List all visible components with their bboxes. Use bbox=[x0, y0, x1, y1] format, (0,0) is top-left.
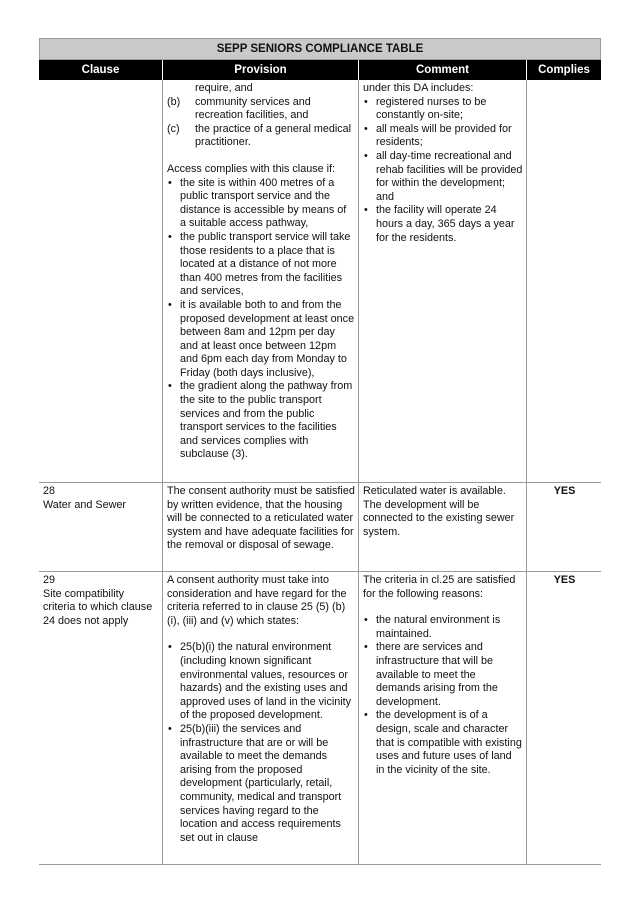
list-item: • there are services and infrastructure that will be available to meet the demands arising from the development. bbox=[363, 641, 523, 709]
list-item: • it is available both to and from the proposed development at least once between 8am and 12pm per day and at least once between 12pm and 6pm each day from Monday to Friday (both days inclusive), bbox=[167, 299, 355, 381]
provision-intro: Access complies with this clause if: bbox=[167, 162, 336, 175]
header-complies: Complies bbox=[538, 64, 590, 76]
header-comment: Comment bbox=[359, 60, 527, 80]
provision-cell: The consent authority must be satisfied by written evidence, that the housing will be connected to a reticulated water system and have adequate facilities for the removal or disposal of sewage. bbox=[163, 483, 359, 571]
complies-cell bbox=[527, 80, 601, 482]
list-item: • 25(b)(iii) the services and infrastructure that are or will be available to meet the demands arising from the proposed development (particularly, retail, community, medical and transport services having regard to the location and access requirements set out in clause bbox=[167, 723, 355, 845]
provision-cell bbox=[163, 572, 359, 864]
provision-intro: A consent authority must take into consideration and have regard for the criteria referred to in clause 25 (5) (b) (i), (iii) and (v) which states: bbox=[167, 574, 347, 627]
list-item: (b) community services and recreation facilities, and bbox=[167, 95, 311, 122]
provision-lettered-list bbox=[167, 96, 355, 150]
list-item: • 25(b)(i) the natural environment (including known significant environmental values, resources or hazards) and the existing uses and approved uses of land in the vicinity of the proposed development. bbox=[167, 641, 355, 723]
clause-cell bbox=[39, 80, 163, 482]
complies-value: YES bbox=[553, 574, 576, 586]
list-item: • the site is within 400 metres of a public transport service and the distance is accessible by means of a suitable access pathway, bbox=[167, 177, 355, 231]
comment-bullets bbox=[363, 614, 523, 777]
table-row bbox=[39, 572, 601, 865]
list-item: • the development is of a design, scale and character that is compatible with existing uses and future uses of land in the vicinity of the site. bbox=[363, 709, 523, 777]
list-item: • all meals will be provided for residents; bbox=[363, 123, 523, 150]
provision-cell bbox=[163, 80, 359, 482]
list-item: • all day-time recreational and rehab facilities will be provided for within the development; and bbox=[363, 150, 523, 204]
clause-title: Water and Sewer bbox=[43, 498, 127, 511]
provision-bullets bbox=[167, 177, 355, 462]
comment-cell: Reticulated water is available. The development will be connected to the existing sewer system. bbox=[359, 483, 527, 571]
comment-intro: The criteria in cl.25 are satisfied for the following reasons: bbox=[363, 574, 516, 600]
table-row bbox=[39, 483, 601, 572]
list-item: • the facility will operate 24 hours a day, 365 days a year for the residents. bbox=[363, 204, 523, 245]
header-clause: Clause bbox=[39, 60, 163, 80]
comment-cell bbox=[359, 572, 527, 864]
clause-cell bbox=[39, 483, 163, 571]
list-item: • the gradient along the pathway from the site to the public transport services and from the public transport services to the facilities and services complies with subclause (3). bbox=[167, 380, 355, 462]
table-title: SEPP SENIORS COMPLIANCE TABLE bbox=[39, 38, 601, 60]
list-item: • the public transport service will take those residents to a place that is located at a distance of not more than 400 metres from the facilities and services, bbox=[167, 231, 355, 299]
comment-intro: under this DA includes: bbox=[363, 82, 474, 94]
clause-cell bbox=[39, 572, 163, 864]
list-item: • registered nurses to be constantly on-site; bbox=[363, 96, 523, 123]
provision-continuation: require, and bbox=[195, 82, 253, 94]
clause-number: 28 bbox=[43, 485, 56, 497]
provision-bullets bbox=[167, 641, 355, 845]
table-row bbox=[39, 80, 601, 483]
clause-title: Site compatibility criteria to which clause 24 does not apply bbox=[43, 587, 153, 627]
table-header bbox=[39, 60, 601, 80]
comment-cell bbox=[359, 80, 527, 482]
complies-value: YES bbox=[553, 485, 576, 497]
clause-number: 29 bbox=[43, 574, 56, 586]
list-item: (c) the practice of a general medical practitioner. bbox=[167, 122, 352, 149]
compliance-table bbox=[39, 38, 601, 865]
list-item: • the natural environment is maintained. bbox=[363, 614, 523, 641]
header-provision: Provision bbox=[163, 60, 359, 80]
comment-bullets bbox=[363, 96, 523, 246]
